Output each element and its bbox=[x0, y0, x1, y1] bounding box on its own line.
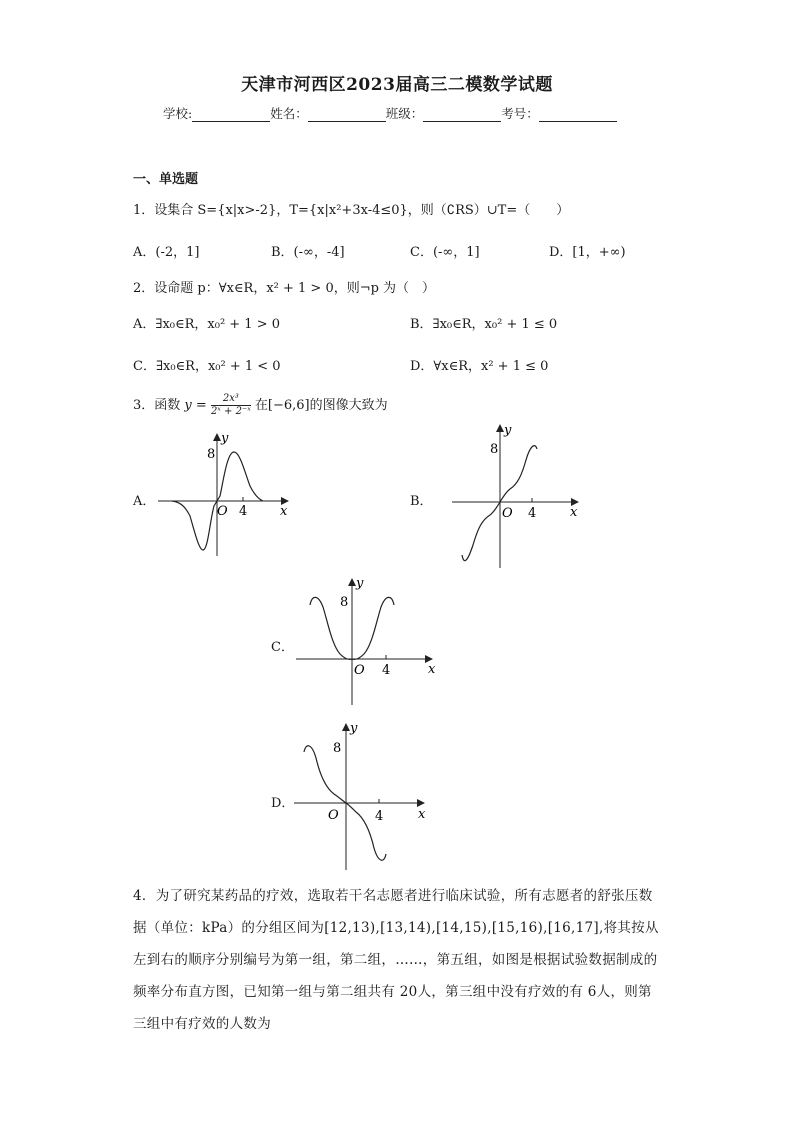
q3-numerator: 2x³ bbox=[211, 393, 251, 406]
y-tick-8: 8 bbox=[340, 595, 349, 610]
x-tick-4: 4 bbox=[528, 506, 537, 521]
q3-denominator: 2ˣ + 2⁻ˣ bbox=[210, 406, 251, 417]
q2-option-c[interactable]: C．∃x₀∈R，x₀² + 1 < 0 bbox=[133, 359, 281, 374]
q3-graph-a[interactable] bbox=[150, 428, 300, 558]
q3-fraction bbox=[211, 393, 251, 418]
y-tick-8: 8 bbox=[207, 447, 216, 462]
section-title: 一、单选题 bbox=[133, 172, 199, 187]
number-blank[interactable] bbox=[539, 107, 617, 122]
q1-option-a[interactable]: A．(-2，1] bbox=[133, 245, 200, 260]
student-info-line bbox=[163, 104, 617, 122]
q3-func-y: y = bbox=[184, 398, 207, 413]
q3-option-a-label[interactable]: A． bbox=[133, 494, 156, 509]
x-tick-4: 4 bbox=[382, 663, 391, 678]
q3-graph-c[interactable] bbox=[290, 575, 440, 707]
origin-label: O bbox=[354, 663, 365, 678]
y-axis-label: y bbox=[221, 431, 229, 446]
x-axis-label: x bbox=[418, 807, 426, 822]
origin-label: O bbox=[217, 504, 228, 519]
x-axis-label: x bbox=[428, 662, 436, 677]
q3-stem bbox=[133, 388, 388, 424]
y-axis-label: y bbox=[350, 721, 358, 736]
school-blank[interactable] bbox=[192, 107, 270, 122]
class-label: 班级： bbox=[385, 106, 424, 121]
y-axis-label: y bbox=[356, 576, 364, 591]
q3-suffix: 在[−6,6]的图像大致为 bbox=[254, 398, 388, 413]
q3-option-c-label[interactable]: C． bbox=[271, 640, 294, 655]
q2-option-a[interactable]: A．∃x₀∈R，x₀² + 1 > 0 bbox=[133, 317, 281, 332]
q3-graph-d[interactable] bbox=[290, 720, 440, 872]
y-tick-8: 8 bbox=[490, 442, 499, 457]
x-tick-4: 4 bbox=[239, 504, 248, 519]
origin-label: O bbox=[328, 808, 339, 823]
school-label: 学校: bbox=[163, 106, 193, 121]
q3-graph-b[interactable] bbox=[440, 420, 590, 570]
q4-text: 4．为了研究某药品的疗效，选取若干名志愿者进行临床试验，所有志愿者的舒张压数据（单位：kPa）的分组区间为[12,13),[13,14),[14,15),[15,16),[16,17],将其按从左到右的顺序分别编号为第一组，第二组，……，第五组，如图是根据试验数据制成的频率分布直方图，已知第一组与第二组共有 20人，第三组中没有疗效的有 6人，则第三组中有疗效的人数为 bbox=[133, 888, 659, 1032]
name-blank[interactable] bbox=[308, 107, 386, 122]
exam-title: 天津市河西区2023届高三二模数学试题 bbox=[241, 75, 553, 95]
q1-option-d[interactable]: D．[1，+∞) bbox=[549, 245, 626, 260]
x-tick-4: 4 bbox=[375, 809, 384, 824]
class-blank[interactable] bbox=[423, 107, 501, 122]
number-label: 考号： bbox=[501, 106, 539, 121]
x-axis-label: x bbox=[570, 505, 578, 520]
q2-option-d[interactable]: D．∀x∈R，x² + 1 ≤ 0 bbox=[410, 359, 549, 374]
q3-prefix: 3．函数 bbox=[133, 398, 181, 413]
origin-label: O bbox=[502, 506, 513, 521]
q2-stem: 2．设命题 p：∀x∈R，x² + 1 > 0，则¬p 为（ ） bbox=[133, 281, 436, 296]
q2-option-b[interactable]: B．∃x₀∈R，x₀² + 1 ≤ 0 bbox=[410, 317, 558, 332]
name-label: 姓名： bbox=[270, 106, 308, 121]
q3-option-d-label[interactable]: D． bbox=[271, 796, 295, 811]
y-axis-label: y bbox=[504, 423, 512, 438]
x-axis-label: x bbox=[280, 504, 288, 519]
q1-stem: 1．设集合 S={x|x>-2}，T={x|x²+3x-4≤0}，则（∁RS）∪T=（ ） bbox=[133, 203, 570, 218]
q1-option-b[interactable]: B．(-∞，-4] bbox=[271, 245, 345, 260]
y-tick-8: 8 bbox=[333, 741, 342, 756]
q3-option-b-label[interactable]: B． bbox=[410, 494, 433, 509]
q1-option-c[interactable]: C．(-∞，1] bbox=[410, 245, 480, 260]
